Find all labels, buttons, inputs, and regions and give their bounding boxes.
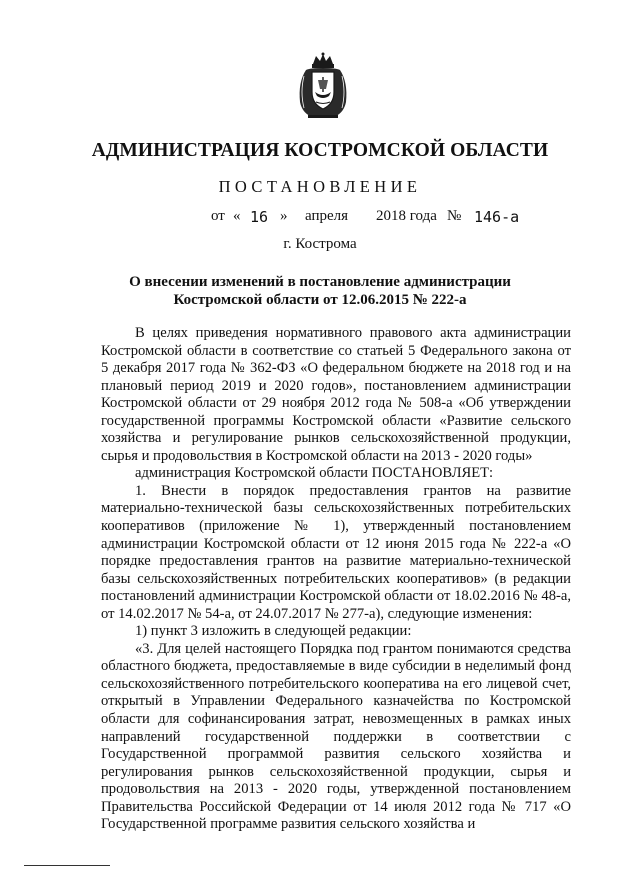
date-month: апреля	[305, 208, 349, 224]
document-body	[101, 325, 571, 834]
number-sign: №	[447, 208, 462, 224]
date-open-quote: «	[233, 208, 241, 224]
paragraph: В целях приведения нормативного правового акта администрации Костромской области в соответствие со статьей 5 Федерального закона от 5 декабря 2017 года № 362-ФЗ «О федеральном бюджете на 2018 год и на плановый период 2019 и 2020 годов», постановлением администрации Костромской области от 29 ноября 2012 года № 508-а «Об утверждении государственной программы Костромской области «Развитие сельского хозяйства и регулирование рынков сельскохозяйственной продукции, сырья и продовольствия в Костромской области на 2013 - 2020 годы»	[101, 325, 571, 464]
city: г. Кострома	[283, 236, 357, 252]
document-number: 146-а	[474, 208, 520, 226]
document-title	[0, 274, 640, 309]
date-year: 2018 года	[376, 208, 437, 224]
date-close-quote: »	[280, 208, 288, 224]
footnote-divider	[24, 865, 110, 866]
organization-name: АДМИНИСТРАЦИЯ КОСТРОМСКОЙ ОБЛАСТИ	[91, 140, 549, 161]
paragraph: 1) пункт 3 изложить в следующей редакции:	[135, 623, 412, 640]
title-line: Костромской области от 12.06.2015 № 222-а	[173, 291, 467, 308]
date-day: 16	[250, 208, 269, 226]
paragraph: «3. Для целей настоящего Порядка под грантом понимаются средства областного бюджета, предоставляемые в виде субсидии в неделимый фонд сельскохозяйственного потребительского кооператива на его лицевой счет, открытый в Управлении Федерального казначейства по Костромской области для софинансирования затрат, невозмещенных в рамках иных направлений государственной поддержки в соответствии с Государственной программой развития сельского хозяйства и регулирования рынков сельскохозяйственной продукции, сырья и продовольствия на 2013 - 2020 годы, утвержденной постановлением Правительства Российской Федерации от 14 июля 2012 года № 717 «О Государственной программе развития сельского хозяйства и	[101, 640, 571, 833]
document-type: ПОСТАНОВЛЕНИЕ	[218, 177, 422, 196]
paragraph: 1. Внести в порядок предоставления грантов на развитие материально-технической базы сельскохозяйственных потребительских кооперативов (приложение № 1), утвержденный постановлением администрации Костромской области от 12 июня 2015 года № 222-а «О порядке предоставления грантов на развитие материально-технической базы сельскохозяйственных потребительских кооперативов» (в редакции постановлений администрации Костромской области от 18.02.2016 № 48-а, от 14.02.2017 № 54-а, от 24.07.2017 № 277-а), следующие изменения:	[101, 482, 571, 622]
paragraph: администрация Костромской области ПОСТАНОВЛЯЕТ:	[135, 465, 494, 482]
date-prefix: от	[211, 208, 225, 224]
title-line: О внесении изменений в постановление администрации	[129, 274, 511, 290]
coat-of-arms-icon	[296, 52, 350, 120]
date-line	[0, 208, 640, 228]
